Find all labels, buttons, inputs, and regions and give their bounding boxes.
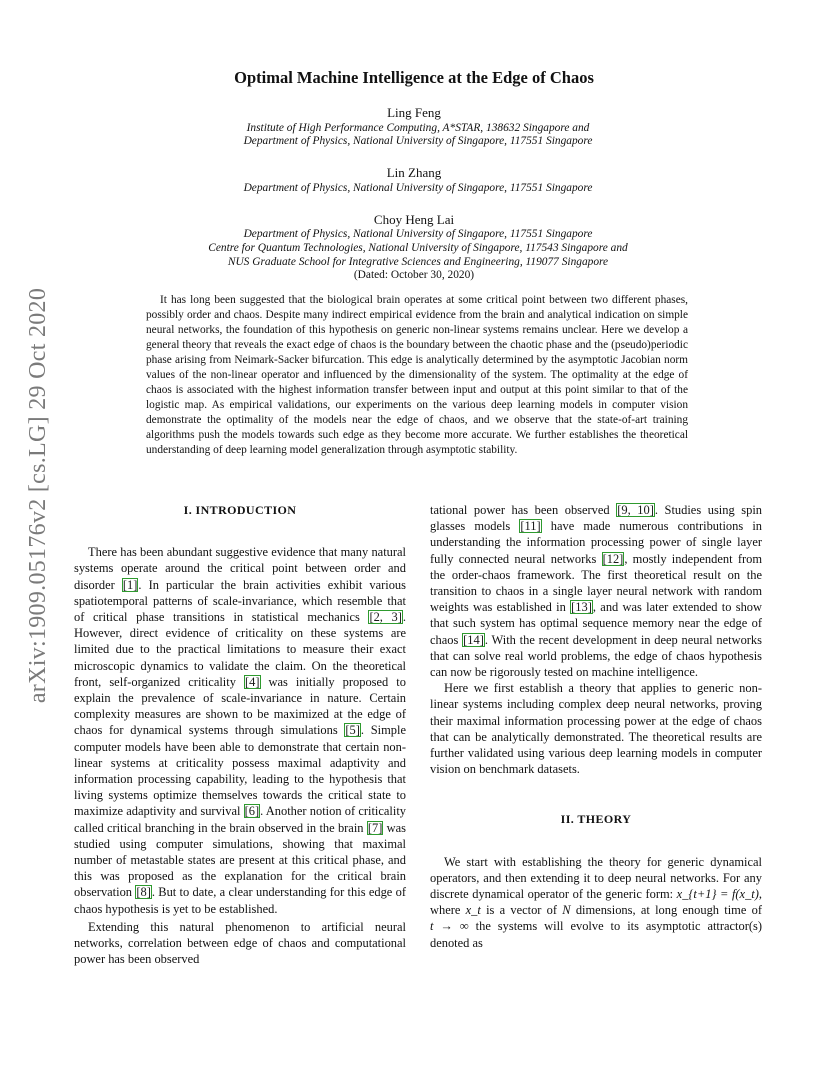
intro-paragraph-2-continued	[430, 502, 762, 680]
citation-link[interactable]: [12]	[602, 551, 624, 566]
math-symbol: t → ∞	[430, 919, 469, 934]
author-affiliation: Department of Physics, National University of Singapore, 117551 Singapore	[243, 182, 593, 194]
author-affiliation: NUS Graduate School for Integrative Sciences and Engineering, 119077 Singapore	[227, 256, 609, 268]
math-symbol: x_t	[465, 903, 481, 918]
right-column	[430, 502, 762, 951]
citation-link[interactable]: [13]	[571, 600, 592, 615]
left-column	[74, 502, 406, 967]
author-affiliation: Centre for Quantum Technologies, National University of Singapore, 117543 Singapore and	[208, 242, 628, 254]
citation-link[interactable]: [11]	[520, 519, 541, 534]
text-run: Extending this natural phenomenon to artificial neural networks, correlation between edge of chaos and computational power has been observed	[74, 919, 406, 967]
theory-paragraph-1	[430, 854, 762, 951]
citation-link[interactable]: [7]	[367, 820, 383, 835]
text-run: dimensions, at long enough time of	[570, 903, 762, 918]
section-heading-theory: II. THEORY	[560, 812, 632, 827]
arxiv-id: arXiv:1909.05176v2 [cs.LG] 29 Oct 2020	[25, 287, 52, 703]
citation-link[interactable]: [4]	[244, 674, 260, 689]
text-run: have made numerous contributions in understanding the information processing power of single layer fully connected neural networks	[430, 519, 762, 566]
text-run: the systems will evolve to its asymptotic attractor(s) denoted as	[430, 919, 762, 950]
citation-link[interactable]: [8]	[136, 885, 151, 900]
math-symbol: N	[562, 903, 571, 918]
intro-paragraph-3: Here we first establish a theory that applies to generic non-linear systems including complex deep neural networks, proving their maximal information processing power at the edge of chaos that can be analytically demonstrated. The theoretical results are further validated using various deep learning models in computer vision on benchmark datasets.	[430, 681, 762, 777]
intro-paragraph-1	[74, 544, 406, 917]
section-heading-introduction: I. INTRODUCTION	[183, 503, 297, 517]
citation-link[interactable]: [1]	[122, 577, 138, 592]
citation-link[interactable]: [6]	[244, 804, 260, 819]
text-run: is a vector of	[480, 903, 563, 918]
author-name: Ling Feng	[387, 105, 441, 120]
abstract: It has long been suggested that the biological brain operates at some critical point between two different phases, possibly order and chaos. Despite many indirect empirical evidence from the brain and analytical indication on simple neural networks, the foundation of this hypothesis on generic non-linear systems remains unclear. Here we develop a general theory that reveals the exact edge of chaos is the boundary between the chaotic phase and the (pseudo)periodic phase arising from Neimark-Sacker bifurcation. This edge is analytically determined by the asymptotic Jacobian norm values of the non-linear operator and influenced by the dimensionality of the system. The optimality at the edge of chaos is associated with the highest information transfer between input and output at this point similar to that of the logistic map. As empirical validations, our experiments on the various deep learning models in computer vision demonstrate the optimality of the models near the edge of chaos, and we observe that the state-of-art training algorithms push the models towards such edge as they become more accurate. We further establishes the theoretical understanding of deep learning model generalization through asymptotic stability.	[146, 294, 688, 456]
text-run: . But to date, a clear understanding for this edge of chaos hypothesis is yet to be established.	[74, 885, 406, 916]
citation-link[interactable]: [9, 10]	[617, 503, 654, 517]
author-name: Lin Zhang	[386, 165, 442, 180]
text-run: . Studies using spin glasses models	[430, 503, 762, 534]
text-run: was initially proposed to explain the prevalence of scale-invariance in nature. Certain complexity measures are shown to be maximized at the edge of chaos for dynamical systems through simulations	[74, 674, 406, 738]
citation-link[interactable]: [14]	[463, 632, 484, 647]
text-run: . With the recent development in deep neural networks that can solve real world problems, the edge of chaos hypothesis can now be rigorously tested on machine intelligence.	[430, 632, 762, 680]
text-run: . Another notion of criticality called critical branching in the brain observed in the brain	[74, 804, 406, 835]
formula: x_{t+1} = f(x_t)	[676, 887, 759, 902]
author-name: Choy Heng Lai	[373, 212, 455, 227]
text-run: . Simple computer models have been able to demonstrate that certain non-linear systems at criticality possess maximal adaptivity and information processing capability, leading to the hypothesis that living systems optimize themselves towards the critical state to maximize adaptivity and survival	[74, 723, 406, 819]
citation-link[interactable]: [2, 3]	[369, 610, 402, 625]
intro-paragraph-2-start	[74, 919, 406, 968]
text-run: tational power has been observed	[430, 503, 617, 517]
author-affiliation: Department of Physics, National University of Singapore, 117551 Singapore	[243, 228, 593, 240]
text-run: , mostly independent from the order-chaos framework. The first theoretical result on the transition to chaos in a single layer neural network with random weights was established in	[430, 551, 762, 615]
text-run: , and was later extended to show that such system has optimal sequence memory near the edge of chaos	[430, 600, 762, 647]
text-run: We start with establishing the theory for generic dynamical operators, and then extending it to deep neural networks. For any discrete dynamical operator of the generic form:	[430, 854, 762, 902]
author-affiliation: Institute of High Performance Computing, A*STAR, 138632 Singapore and	[246, 122, 590, 134]
arxiv-identifier-stamp	[20, 285, 58, 705]
text-run: was studied using computer simulations, showing that maximal number of metastable states are present at this critical phase, and this was proposed as the explanation for the critical brain observation	[74, 820, 406, 900]
text-run: There has been abundant suggestive evidence that many natural systems operate around the critical point between order and disorder	[74, 545, 406, 592]
citation-link[interactable]: [5]	[345, 723, 360, 738]
paper-title: Optimal Machine Intelligence at the Edge of Chaos	[234, 68, 594, 87]
text-run: . In particular the brain activities exhibit various spatiotemporal patterns of scale-invariance, which resemble that of critical phase transitions in statistical mechanics	[74, 577, 406, 625]
text-run: , where	[430, 887, 762, 918]
text-run: . However, direct evidence of criticality on these systems are limited due to the practical limitations to measure their exact microscopic dynamics to validate the claim. On the theoretical front, self-organized criticality	[74, 610, 406, 689]
author-affiliation: Department of Physics, National University of Singapore, 117551 Singapore	[243, 135, 593, 147]
dated-line: (Dated: October 30, 2020)	[353, 269, 475, 281]
